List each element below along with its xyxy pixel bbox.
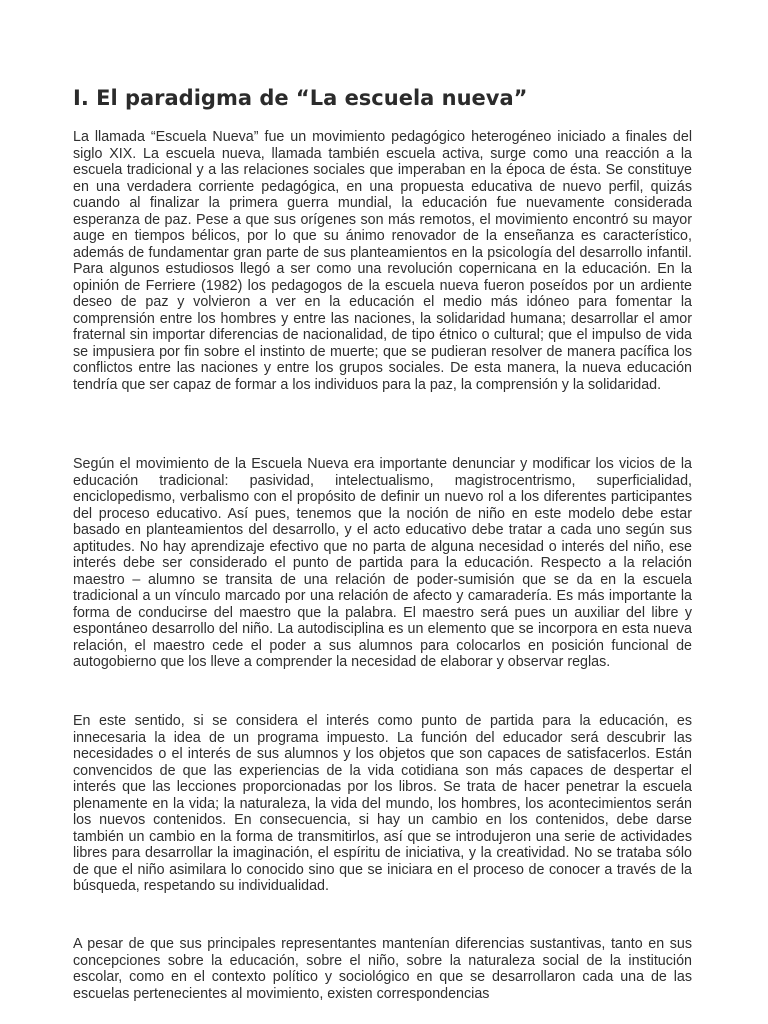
- paragraph-4: A pesar de que sus principales representantes mantenían diferencias sustantivas, tanto en sus concepciones sobre la educación, sobre el niño, sobre la naturaleza social de la institución escolar, como en el contexto político y sociológico en que se desarrollaron cada una de las escuelas pertenecientes al movimiento, existen correspondencias: [73, 936, 692, 1002]
- section-heading: I. El paradigma de “La escuela nueva”: [73, 86, 528, 110]
- paragraph-2: Según el movimiento de la Escuela Nueva era importante denunciar y modificar los vicios de la educación tradicional: pasividad, intelectualismo, magistrocentrismo, superficialidad, enciclopedismo, verbalismo con el propósito de definir un nuevo rol a los diferentes participantes del proceso educativo. Así pues, tenemos que la noción de niño en este modelo debe estar basado en planteamientos del desarrollo, y el acto educativo debe tratar a cada uno según sus aptitudes. No hay aprendizaje efectivo que no parta de alguna necesidad o interés del niño, ese interés debe ser considerado el punto de partida para la educación. Respecto a la relación maestro – alumno se transita de una relación de poder-sumisión que se da en la escuela tradicional a un vínculo marcado por una relación de afecto y camaradería. Es más importante la forma de conducirse del maestro que la palabra. El maestro será pues un auxiliar del libre y espontáneo desarrollo del niño. La autodisciplina es un elemento que se incorpora en esta nueva relación, el maestro cede el poder a sus alumnos para colocarlos en posición funcional de autogobierno que los lleve a comprender la necesidad de elaborar y observar reglas.: [73, 456, 692, 670]
- paragraph-3: En este sentido, si se considera el interés como punto de partida para la educación, es innecesaria la idea de un programa impuesto. La función del educador será descubrir las necesidades o el interés de sus alumnos y los objetos que son capaces de satisfacerlos. Están convencidos de que las experiencias de la vida cotidiana son más capaces de despertar el interés que las lecciones proporcionadas por los libros. Se trata de hacer penetrar la escuela plenamente en la vida; la naturaleza, la vida del mundo, los hombres, los acontecimientos serán los nuevos contenidos. En consecuencia, si hay un cambio en los contenidos, debe darse también un cambio en la forma de transmitirlos, así que se introdujeron una serie de actividades libres para desarrollar la imaginación, el espíritu de iniciativa, y la creatividad. No se trataba sólo de que el niño asimilara lo conocido sino que se iniciara en el proceso de conocer a través de la búsqueda, respetando su individualidad.: [73, 713, 692, 894]
- paragraph-1: La llamada “Escuela Nueva” fue un movimiento pedagógico heterogéneo iniciado a finales del siglo XIX. La escuela nueva, llamada también escuela activa, surge como una reacción a la escuela tradicional y a las relaciones sociales que imperaban en la época de ésta. Se constituye en una verdadera corriente pedagógica, en una propuesta educativa de nuevo perfil, quizás cuando al finalizar la primera guerra mundial, la educación fue nuevamente considerada esperanza de paz. Pese a que sus orígenes son más remotos, el movimiento encontró su mayor auge en tiempos bélicos, por lo que su ánimo renovador de la enseñanza es característico, además de fundamentar gran parte de sus planteamientos en la psicología del desarrollo infantil. Para algunos estudiosos llegó a ser como una revolución copernicana en la educación. En la opinión de Ferriere (1982) los pedagogos de la escuela nueva fueron poseídos por un ardiente deseo de paz y volvieron a ver en la educación el medio más idóneo para fomentar la comprensión entre los hombres y entre las naciones, la solidaridad humana; desarrollar el amor fraternal sin importar diferencias de nacionalidad, de tipo étnico o cultural; que el impulso de vida se impusiera por fin sobre el instinto de muerte; que se pudieran resolver de manera pacífica los conflictos entre las naciones y entre los grupos sociales. De esta manera, la nueva educación tendría que ser capaz de formar a los individuos para la paz, la comprensión y la solidaridad.: [73, 129, 692, 393]
